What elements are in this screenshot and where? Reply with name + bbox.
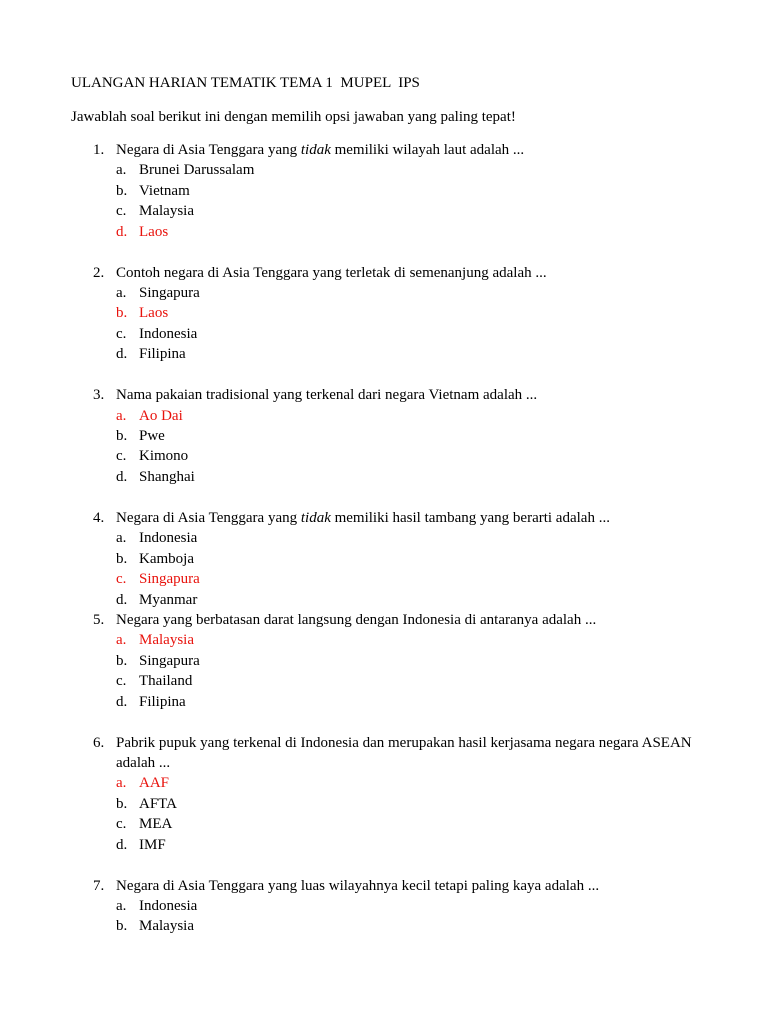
question-2 xyxy=(0,263,768,365)
option-text: Thailand xyxy=(139,673,193,690)
option xyxy=(0,549,768,569)
question-1 xyxy=(0,140,768,242)
option-text: Filipina xyxy=(139,346,186,363)
option-text: Indonesia xyxy=(139,530,198,547)
option xyxy=(0,181,768,201)
option xyxy=(0,324,768,344)
question-text-part: Negara di Asia Tenggara yang xyxy=(116,142,301,158)
option-letter: b. xyxy=(116,182,128,199)
question-number: 3. xyxy=(93,387,105,404)
question-number: 4. xyxy=(93,509,105,526)
question-emphasis: tidak xyxy=(300,142,331,158)
question-spacer xyxy=(0,712,768,733)
option-letter: d. xyxy=(116,591,128,608)
option-list xyxy=(0,630,768,712)
question-number: 7. xyxy=(93,877,105,894)
option-letter: b. xyxy=(116,918,128,935)
option-text: Shanghai xyxy=(139,468,195,485)
option-letter: d. xyxy=(116,693,128,710)
question-spacer xyxy=(0,855,768,876)
question-text-part: Negara di Asia Tenggara yang xyxy=(116,509,301,526)
option xyxy=(0,467,768,487)
option-text: IMF xyxy=(139,836,166,853)
option-list xyxy=(0,528,768,610)
option-text: Singapura xyxy=(139,285,200,302)
option-letter: a. xyxy=(116,162,127,179)
question-text xyxy=(0,610,706,630)
option xyxy=(0,201,768,221)
question-text xyxy=(0,508,706,528)
question-text-part: Negara di Asia Tenggara yang luas wilayahnya kecil tetapi paling kaya adalah ... xyxy=(116,877,600,894)
option-letter: c. xyxy=(116,816,127,833)
answer-option xyxy=(0,630,768,650)
option-text: Kamboja xyxy=(139,550,194,567)
question-5 xyxy=(0,610,768,712)
question-text-part: Negara yang berbatasan darat langsung dengan Indonesia di antaranya adalah ... xyxy=(116,611,597,628)
option xyxy=(0,446,768,466)
option-letter: a. xyxy=(116,632,127,649)
option-text: Malaysia xyxy=(139,203,194,220)
option-text: Vietnam xyxy=(139,182,190,199)
option-list xyxy=(0,406,768,488)
question-text xyxy=(0,876,706,896)
option-letter: d. xyxy=(116,223,128,240)
option-list xyxy=(0,773,768,855)
answer-option xyxy=(0,773,768,793)
option-list xyxy=(0,896,768,937)
option-text: Kimono xyxy=(139,448,189,465)
option-letter: c. xyxy=(116,448,127,465)
document-title: ULANGAN HARIAN TEMATIK TEMA 1 MUPEL IPS xyxy=(71,75,420,91)
answer-option xyxy=(0,303,768,323)
option-text: AFTA xyxy=(139,795,177,812)
option-text: MEA xyxy=(139,816,173,833)
option xyxy=(0,160,768,180)
answer-option xyxy=(0,569,768,589)
option-text: Malaysia xyxy=(139,632,194,649)
option xyxy=(0,283,768,303)
option-text: Singapura xyxy=(139,571,200,588)
option-letter: c. xyxy=(116,203,127,220)
question-4 xyxy=(0,508,768,610)
option-text: Pwe xyxy=(139,428,165,445)
option-text: Ao Dai xyxy=(139,407,183,424)
option-letter: a. xyxy=(116,775,127,792)
option-text: AAF xyxy=(139,775,170,792)
answer-option xyxy=(0,406,768,426)
option-text: Malaysia xyxy=(139,918,194,935)
question-number: 2. xyxy=(93,264,105,281)
question-7 xyxy=(0,876,768,937)
question-spacer xyxy=(0,242,768,263)
question-emphasis: tidak xyxy=(300,509,331,526)
option-text: Myanmar xyxy=(139,591,198,608)
option-letter: b. xyxy=(116,305,128,322)
option xyxy=(0,344,768,364)
option-text: Laos xyxy=(139,223,169,240)
option-letter: b. xyxy=(116,795,128,812)
option xyxy=(0,671,768,691)
option-letter: d. xyxy=(116,346,128,363)
option-letter: c. xyxy=(116,325,127,342)
option xyxy=(0,692,768,712)
option-text: Singapura xyxy=(139,652,200,669)
option xyxy=(0,814,768,834)
option xyxy=(0,426,768,446)
option xyxy=(0,590,768,610)
question-spacer xyxy=(0,365,768,386)
option-letter: b. xyxy=(116,652,128,669)
question-number: 5. xyxy=(93,611,105,628)
option xyxy=(0,528,768,548)
option xyxy=(0,651,768,671)
question-text-part: Contoh negara di Asia Tenggara yang terletak di semenanjung adalah ... xyxy=(116,264,547,281)
answer-option xyxy=(0,222,768,242)
option-letter: c. xyxy=(116,673,127,690)
question-text-part: Pabrik pupuk yang terkenal di Indonesia dan merupakan hasil kerjasama negara negara ASEAN adalah ... xyxy=(116,734,692,771)
option-text: Laos xyxy=(139,305,169,322)
question-text xyxy=(0,733,706,774)
question-text-part: memiliki wilayah laut adalah ... xyxy=(330,142,525,158)
option-list xyxy=(0,160,768,242)
option-text: Indonesia xyxy=(139,897,198,914)
option-text: Brunei Darussalam xyxy=(139,162,255,179)
option-letter: b. xyxy=(116,428,128,445)
option-letter: b. xyxy=(116,550,128,567)
question-number: 6. xyxy=(93,734,105,751)
option-list xyxy=(0,283,768,365)
option-letter: a. xyxy=(116,530,127,547)
option-letter: d. xyxy=(116,468,128,485)
option-letter: a. xyxy=(116,897,127,914)
question-text xyxy=(0,385,706,405)
option-text: Filipina xyxy=(139,693,186,710)
option xyxy=(0,835,768,855)
question-list xyxy=(0,140,768,937)
question-text-part: memiliki hasil tambang yang berarti adalah ... xyxy=(330,509,610,526)
option-letter: d. xyxy=(116,836,128,853)
question-number: 1. xyxy=(93,142,105,158)
question-text xyxy=(0,140,706,160)
option xyxy=(0,916,768,936)
question-6 xyxy=(0,733,768,855)
option-letter: a. xyxy=(116,285,127,302)
option-text: Indonesia xyxy=(139,325,198,342)
option-letter: a. xyxy=(116,407,127,424)
option xyxy=(0,896,768,916)
document-instruction: Jawablah soal berikut ini dengan memilih opsi jawaban yang paling tepat! xyxy=(71,109,516,125)
question-spacer xyxy=(0,487,768,508)
question-text xyxy=(0,263,706,283)
question-text-part: Nama pakaian tradisional yang terkenal dari negara Vietnam adalah ... xyxy=(116,387,538,404)
option xyxy=(0,794,768,814)
option-letter: c. xyxy=(116,571,127,588)
question-3 xyxy=(0,385,768,487)
